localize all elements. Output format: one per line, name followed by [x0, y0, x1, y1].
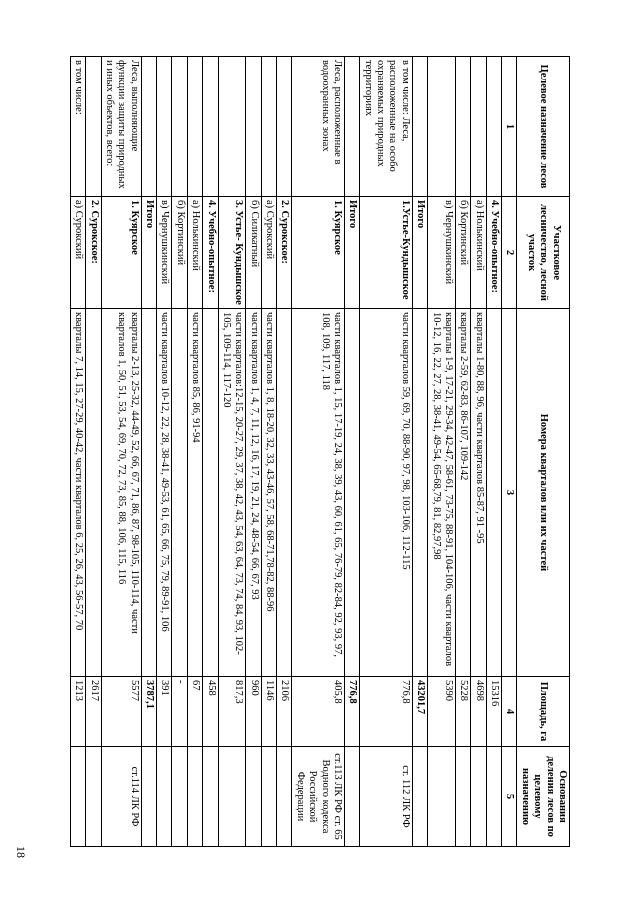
purpose-cell: [261, 57, 276, 197]
purpose-cell: [471, 57, 486, 197]
quarters-cell: [345, 309, 360, 677]
purpose-cell: [203, 57, 218, 197]
area-cell: 960: [246, 677, 261, 747]
table-row: [157, 57, 172, 847]
area-cell: 5577: [101, 677, 141, 747]
quarters-cell: части кварталов 1, 15, 17-19, 24, 38, 39, 43, 60, 61, 65, 76-79, 82-84, 92, 93, 97, 108, 109, 117, 118: [292, 309, 345, 677]
area-cell: -: [172, 677, 187, 747]
quarters-cell: [412, 309, 427, 677]
basis-cell: [70, 747, 85, 847]
basis-cell: [246, 747, 261, 847]
purpose-cell: [428, 57, 456, 197]
table-row: [141, 57, 156, 847]
basis-cell: [172, 747, 187, 847]
area-cell: 2106: [277, 677, 292, 747]
basis-cell: ст. 112 ЛК РФ: [360, 747, 413, 847]
forestry-cell: Итого: [412, 197, 427, 309]
quarters-cell: кварталы 1-9, 17-21, 29-34, 42-47, 58-61, 73-75, 88-91, 104-106, части кварталов 10-12, 16, 22, 27, 28, 38-41, 49-54, 65-68,79, 81, 82,97,98: [428, 309, 456, 677]
area-cell: 1213: [70, 677, 85, 747]
purpose-cell: Леса, выполняющие функции защиты природных и иных объектов, всего:: [101, 57, 141, 197]
forestry-cell: 3. Устье- Кундышское: [218, 197, 246, 309]
quarters-cell: части кварталов 85, 86, 91-94: [187, 309, 202, 677]
area-cell: 15316: [486, 677, 501, 747]
header-area: Площадь, га: [517, 677, 570, 747]
header-row: [517, 57, 570, 847]
column-number: 5: [502, 747, 517, 847]
purpose-cell: [246, 57, 261, 197]
purpose-cell: [141, 57, 156, 197]
forestry-cell: а) Нолькинский: [471, 197, 486, 309]
table-row: [203, 57, 218, 847]
purpose-cell: [277, 57, 292, 197]
table-row: [86, 57, 101, 847]
basis-cell: [345, 747, 360, 847]
forestry-cell: 1. Куярское: [292, 197, 345, 309]
quarters-cell: части кварталов 59, 69, 70, 88-90, 97, 98, 103-106, 112-115: [360, 309, 413, 677]
area-cell: 776,8: [345, 677, 360, 747]
quarters-cell: [86, 309, 101, 677]
purpose-cell: Леса, расположенные в водоохранных зонах: [292, 57, 345, 197]
purpose-cell: [187, 57, 202, 197]
page-number: 18: [14, 846, 28, 858]
basis-cell: [203, 747, 218, 847]
forestry-cell: а) Нолькинский: [187, 197, 202, 309]
quarters-cell: части кварталов:12-15, 20-27, 29, 37, 38, 42, 43, 54, 63, 64, 73, 74, 84, 93, 102-105, 109-114, 117-120: [218, 309, 246, 677]
purpose-cell: [86, 57, 101, 197]
forestry-cell: в) Чернушкинский: [428, 197, 456, 309]
quarters-cell: части кварталов 10-12, 22, 28, 38-41, 49-53, 61, 65, 66, 75, 79, 89-91, 106: [157, 309, 172, 677]
area-cell: 4698: [471, 677, 486, 747]
purpose-cell: [157, 57, 172, 197]
purpose-cell: в том числе:: [70, 57, 85, 197]
column-number: 4: [502, 677, 517, 747]
table-row: [292, 57, 345, 847]
forestry-cell: 4. Учебно-опытное:: [203, 197, 218, 309]
forestry-cell: 2. Сурокское:: [86, 197, 101, 309]
table-row: [456, 57, 471, 847]
area-cell: 405,8: [292, 677, 345, 747]
table-row: [218, 57, 246, 847]
area-cell: 391: [157, 677, 172, 747]
purpose-cell: [412, 57, 427, 197]
forestry-cell: б) Кортинский: [172, 197, 187, 309]
header-purpose: Целевое назначение лесов: [517, 57, 570, 197]
area-cell: 67: [187, 677, 202, 747]
basis-cell: [157, 747, 172, 847]
quarters-cell: [203, 309, 218, 677]
forestry-cell: в) Чернушкинский: [157, 197, 172, 309]
table-body: [70, 57, 501, 847]
basis-cell: [412, 747, 427, 847]
table-row: [486, 57, 501, 847]
quarters-cell: [486, 309, 501, 677]
table-row: [412, 57, 427, 847]
area-cell: 817,3: [218, 677, 246, 747]
header-forestry: Участковое лесничество, лесной участок: [517, 197, 570, 309]
area-cell: 2617: [86, 677, 101, 747]
purpose-cell: [218, 57, 246, 197]
forestry-cell: б) Кортинский: [456, 197, 471, 309]
basis-cell: [187, 747, 202, 847]
table-row: [428, 57, 456, 847]
column-number: 2: [502, 197, 517, 309]
basis-cell: [86, 747, 101, 847]
forestry-cell: б) Силикатный: [246, 197, 261, 309]
column-number: 3: [502, 309, 517, 677]
forestry-cell: Итого: [141, 197, 156, 309]
basis-cell: [277, 747, 292, 847]
purpose-cell: [345, 57, 360, 197]
forestry-cell: а) Сурокский: [70, 197, 85, 309]
purpose-cell: [486, 57, 501, 197]
basis-cell: [428, 747, 456, 847]
basis-cell: [218, 747, 246, 847]
forestry-cell: а) Сурокский: [261, 197, 276, 309]
basis-cell: ст.113 ЛК РФ ст. 65 Водного кодекса Российской Федерации: [292, 747, 345, 847]
area-cell: 776,8: [360, 677, 413, 747]
quarters-cell: кварталы 1-80, 88, 96, части кварталов 85-87, 91 -95: [471, 309, 486, 677]
quarters-cell: кварталы 2-59, 62-83, 86-107, 109-142: [456, 309, 471, 677]
header-basis: Основания деления лесов по целевому назначению: [517, 747, 570, 847]
area-cell: 458: [203, 677, 218, 747]
table-row: [261, 57, 276, 847]
column-number: 1: [502, 57, 517, 197]
forestry-cell: 4. Учебно-опытное:: [486, 197, 501, 309]
table-row: [70, 57, 85, 847]
area-cell: 5390: [428, 677, 456, 747]
table-row: [101, 57, 141, 847]
purpose-cell: в том числе: Леса, расположенные на особо охраняемых природных территориях: [360, 57, 413, 197]
quarters-cell: кварталы 7, 14, 15, 27-29, 40-42, части кварталов 6, 25, 26, 43, 56-57, 70: [70, 309, 85, 677]
area-cell: 43201,7: [412, 677, 427, 747]
table-row: [471, 57, 486, 847]
table-row: [345, 57, 360, 847]
forestry-cell: 2. Сурокское:: [277, 197, 292, 309]
table-row: [187, 57, 202, 847]
purpose-cell: [172, 57, 187, 197]
basis-cell: [141, 747, 156, 847]
purpose-cell: [456, 57, 471, 197]
table-row: [360, 57, 413, 847]
quarters-cell: части кварталов 1, 8, 18-20, 32, 33, 43-46, 57, 58, 68-71,78-82, 88-96: [261, 309, 276, 677]
quarters-cell: [141, 309, 156, 677]
forest-purpose-table: [70, 56, 570, 847]
basis-cell: [261, 747, 276, 847]
basis-cell: [471, 747, 486, 847]
forestry-cell: 1. Куярское: [101, 197, 141, 309]
quarters-cell: [172, 309, 187, 677]
quarters-cell: кварталы 2-13, 25-32, 44-49, 52, 66, 67, 71, 86, 87, 98-105, 110-114, части кварталов 1, 50, 51, 53, 54, 69, 70, 72, 73, 85, 88, 106, 115, 116: [101, 309, 141, 677]
basis-cell: [456, 747, 471, 847]
table-row: [172, 57, 187, 847]
area-cell: 1146: [261, 677, 276, 747]
basis-cell: ст.114 ЛК РФ: [101, 747, 141, 847]
table-row: [246, 57, 261, 847]
basis-cell: [486, 747, 501, 847]
area-cell: 5228: [456, 677, 471, 747]
quarters-cell: [277, 309, 292, 677]
header-quarters: Номера кварталов или их частей: [517, 309, 570, 677]
table-row: [277, 57, 292, 847]
quarters-cell: части кварталов 1, 4, 7, 11, 12, 16, 17, 19, 21, 24, 48-54, 66, 67, 93: [246, 309, 261, 677]
forestry-cell: Итого: [345, 197, 360, 309]
area-cell: 3787,1: [141, 677, 156, 747]
forestry-cell: 1.Устье-Кундышское: [360, 197, 413, 309]
column-number-row: [502, 57, 517, 847]
